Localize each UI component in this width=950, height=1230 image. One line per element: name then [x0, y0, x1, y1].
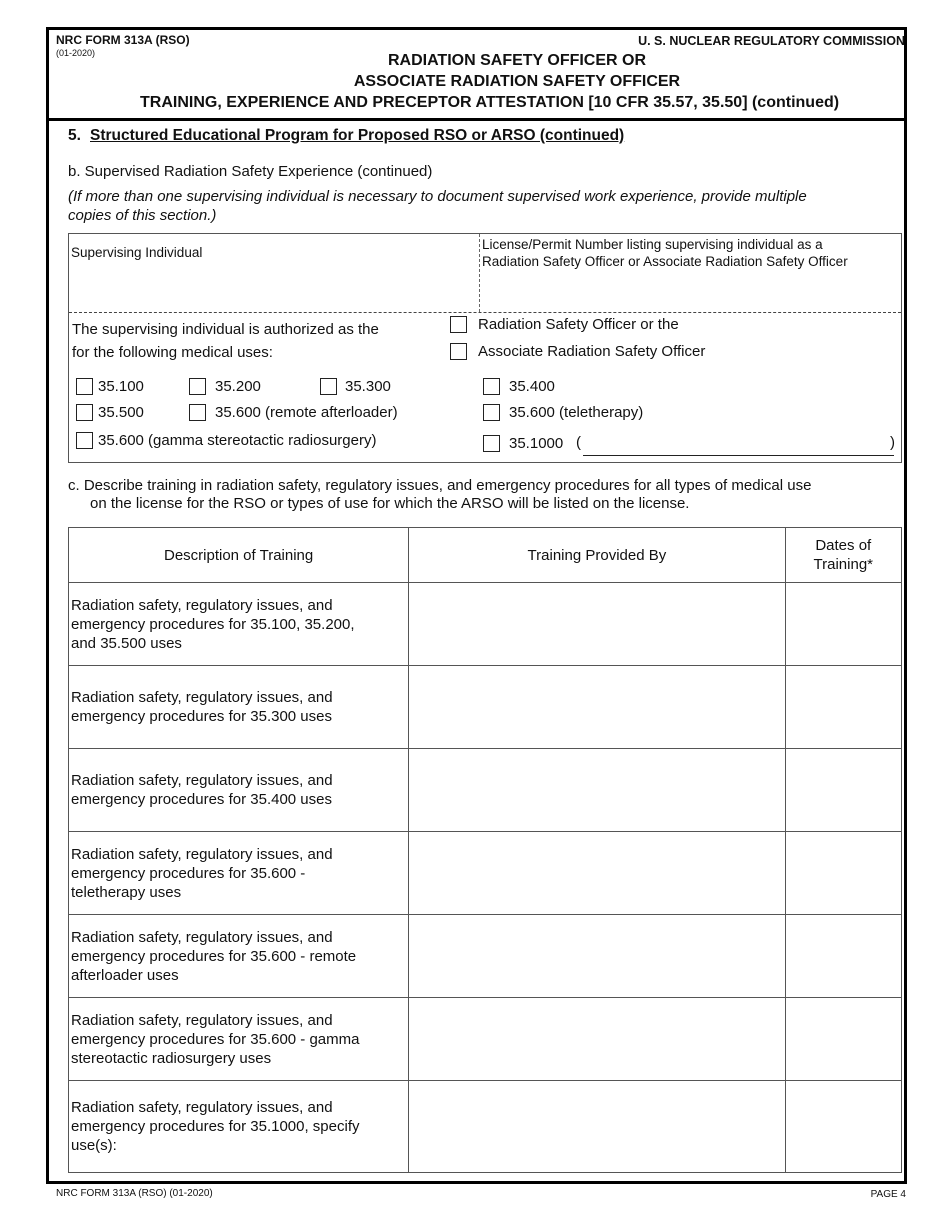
row-4-line-3: teletherapy uses [71, 883, 182, 901]
row-4-dates-field[interactable] [785, 832, 901, 915]
col-description: Description of Training [69, 528, 409, 583]
title-line-3: TRAINING, EXPERIENCE AND PRECEPTOR ATTESTATION [10 CFR 35.57, 35.50] (continued) [140, 94, 840, 111]
row-3-provided-by-field[interactable] [409, 749, 785, 832]
row-3-line-2: emergency procedures for 35.400 uses [71, 791, 332, 808]
row-5-line-1: Radiation safety, regulatory issues, and [71, 928, 333, 946]
row-5-line-3: afterloader uses [71, 966, 179, 984]
use-35200-label: 35.200 [215, 378, 261, 395]
use-35600-gamma-label: 35.600 (gamma stereotactic radiosurgery) [98, 432, 377, 449]
row-3-dates-field[interactable] [785, 749, 901, 832]
license-label-line-2: Radiation Safety Officer or Associate Radiation Safety Officer [482, 254, 848, 269]
footer-form-ref: NRC FORM 313A (RSO) (01-2020) [56, 1188, 213, 1199]
form-id: NRC FORM 313A (RSO) [56, 33, 190, 47]
use-351000-checkbox[interactable] [483, 435, 500, 452]
use-35400-label: 35.400 [509, 378, 555, 395]
arso-checkbox[interactable] [450, 343, 467, 360]
use-35600-remote-label: 35.600 (remote afterloader) [215, 404, 398, 421]
row-4-line-1: Radiation safety, regulatory issues, and [71, 845, 333, 863]
authorized-line-2: for the following medical uses: [72, 344, 273, 361]
supervising-box-divider [479, 234, 480, 312]
use-35300-checkbox[interactable] [320, 378, 337, 395]
part-b-heading: b. Supervised Radiation Safety Experience (continued) [68, 163, 433, 180]
title-line-2: ASSOCIATE RADIATION SAFETY OFFICER [353, 73, 681, 90]
row-2-provided-by-field[interactable] [409, 666, 785, 749]
supervising-box-dashed-rule [69, 312, 901, 313]
use-35600-tele-label: 35.600 (teletherapy) [509, 404, 644, 421]
footer-page-number: PAGE 4 [870, 1189, 906, 1200]
use-35400-checkbox[interactable] [483, 378, 500, 395]
table-row [69, 915, 902, 998]
col-dates [785, 528, 901, 583]
agency-name: U. S. NUCLEAR REGULATORY COMMISSION [638, 34, 905, 48]
row-4-line-2: emergency procedures for 35.600 - [71, 864, 306, 882]
row-1-description [69, 583, 409, 666]
use-351000-label: 35.1000 [509, 435, 564, 452]
row-1-line-2: emergency procedures for 35.100, 35.200, [71, 615, 355, 633]
row-2-description [69, 666, 409, 749]
row-6-line-1: Radiation safety, regulatory issues, and [71, 1011, 333, 1029]
supervising-individual-field[interactable] [71, 265, 476, 309]
row-4-description [69, 832, 409, 915]
header-divider [46, 118, 907, 121]
col-dates-line-2: Training* [813, 556, 874, 573]
part-b-note-line-1: (If more than one supervising individual is necessary to document supervised work experience, provide multiple [68, 188, 807, 205]
row-2-line-2: emergency procedures for 35.300 uses [71, 708, 332, 725]
table-row [69, 583, 902, 666]
license-label-line-1: License/Permit Number listing supervising individual as a [482, 237, 823, 252]
row-7-line-1: Radiation safety, regulatory issues, and [71, 1099, 333, 1116]
row-7-line-2: emergency procedures for 35.1000, specify [71, 1118, 360, 1135]
row-7-line-3: use(s): [71, 1137, 117, 1154]
table-row [69, 749, 902, 832]
row-3-line-1: Radiation safety, regulatory issues, and [71, 772, 333, 789]
use-35600-tele-checkbox[interactable] [483, 404, 500, 421]
row-1-line-1: Radiation safety, regulatory issues, and [71, 596, 333, 614]
use-35100-checkbox[interactable] [76, 378, 93, 395]
use-351000-specify-field[interactable] [583, 437, 894, 456]
row-7-description [69, 1081, 409, 1173]
use-35500-checkbox[interactable] [76, 404, 93, 421]
row-5-description [69, 915, 409, 998]
arso-label: Associate Radiation Safety Officer [478, 343, 706, 360]
supervising-individual-label: Supervising Individual [71, 245, 203, 260]
authorized-line-1: The supervising individual is authorized as the [72, 321, 379, 338]
row-6-description [69, 998, 409, 1081]
table-row [69, 666, 902, 749]
row-5-line-2: emergency procedures for 35.600 - remote [71, 947, 357, 965]
training-table-header [69, 528, 902, 583]
part-c-line-2: on the license for the RSO or types of use for which the ARSO will be listed on the license. [90, 495, 690, 512]
col-provided-by: Training Provided By [409, 528, 785, 583]
row-2-line-1: Radiation safety, regulatory issues, and [71, 689, 333, 706]
use-35300-label: 35.300 [345, 378, 391, 395]
row-1-line-3: and 35.500 uses [71, 634, 182, 652]
license-number-field[interactable] [482, 274, 898, 309]
use-35100-label: 35.100 [98, 378, 144, 395]
table-row [69, 832, 902, 915]
row-4-provided-by-field[interactable] [409, 832, 785, 915]
row-2-dates-field[interactable] [785, 666, 901, 749]
table-row [69, 998, 902, 1081]
use-35600-gamma-checkbox[interactable] [76, 432, 93, 449]
use-35600-remote-checkbox[interactable] [189, 404, 206, 421]
row-7-provided-by-field[interactable] [409, 1081, 785, 1173]
row-5-dates-field[interactable] [785, 915, 901, 998]
title-line-1: RADIATION SAFETY OFFICER OR [387, 52, 647, 69]
row-5-provided-by-field[interactable] [409, 915, 785, 998]
row-3-description [69, 749, 409, 832]
use-351000-paren-open: ( [576, 434, 581, 451]
training-table [68, 527, 902, 1173]
part-c-line-1: c. Describe training in radiation safety, regulatory issues, and emergency procedures for all types of medical use [68, 477, 812, 494]
row-6-dates-field[interactable] [785, 998, 901, 1081]
rso-checkbox[interactable] [450, 316, 467, 333]
row-7-dates-field[interactable] [785, 1081, 901, 1173]
table-row [69, 1081, 902, 1173]
use-35200-checkbox[interactable] [189, 378, 206, 395]
row-6-line-2: emergency procedures for 35.600 - gamma [71, 1030, 360, 1048]
section-title: Structured Educational Program for Proposed RSO or ARSO (continued) [90, 127, 625, 144]
col-dates-line-1: Dates of [815, 537, 872, 554]
row-1-dates-field[interactable] [785, 583, 901, 666]
row-6-line-3: stereotactic radiosurgery uses [71, 1049, 272, 1067]
rso-label: Radiation Safety Officer or the [478, 316, 679, 333]
form-date: (01-2020) [56, 48, 96, 58]
part-b-note-line-2: copies of this section.) [68, 207, 217, 224]
row-6-provided-by-field[interactable] [409, 998, 785, 1081]
use-35500-label: 35.500 [98, 404, 144, 421]
section-number: 5. [68, 127, 81, 144]
use-351000-paren-close: ) [890, 434, 895, 451]
row-1-provided-by-field[interactable] [409, 583, 785, 666]
